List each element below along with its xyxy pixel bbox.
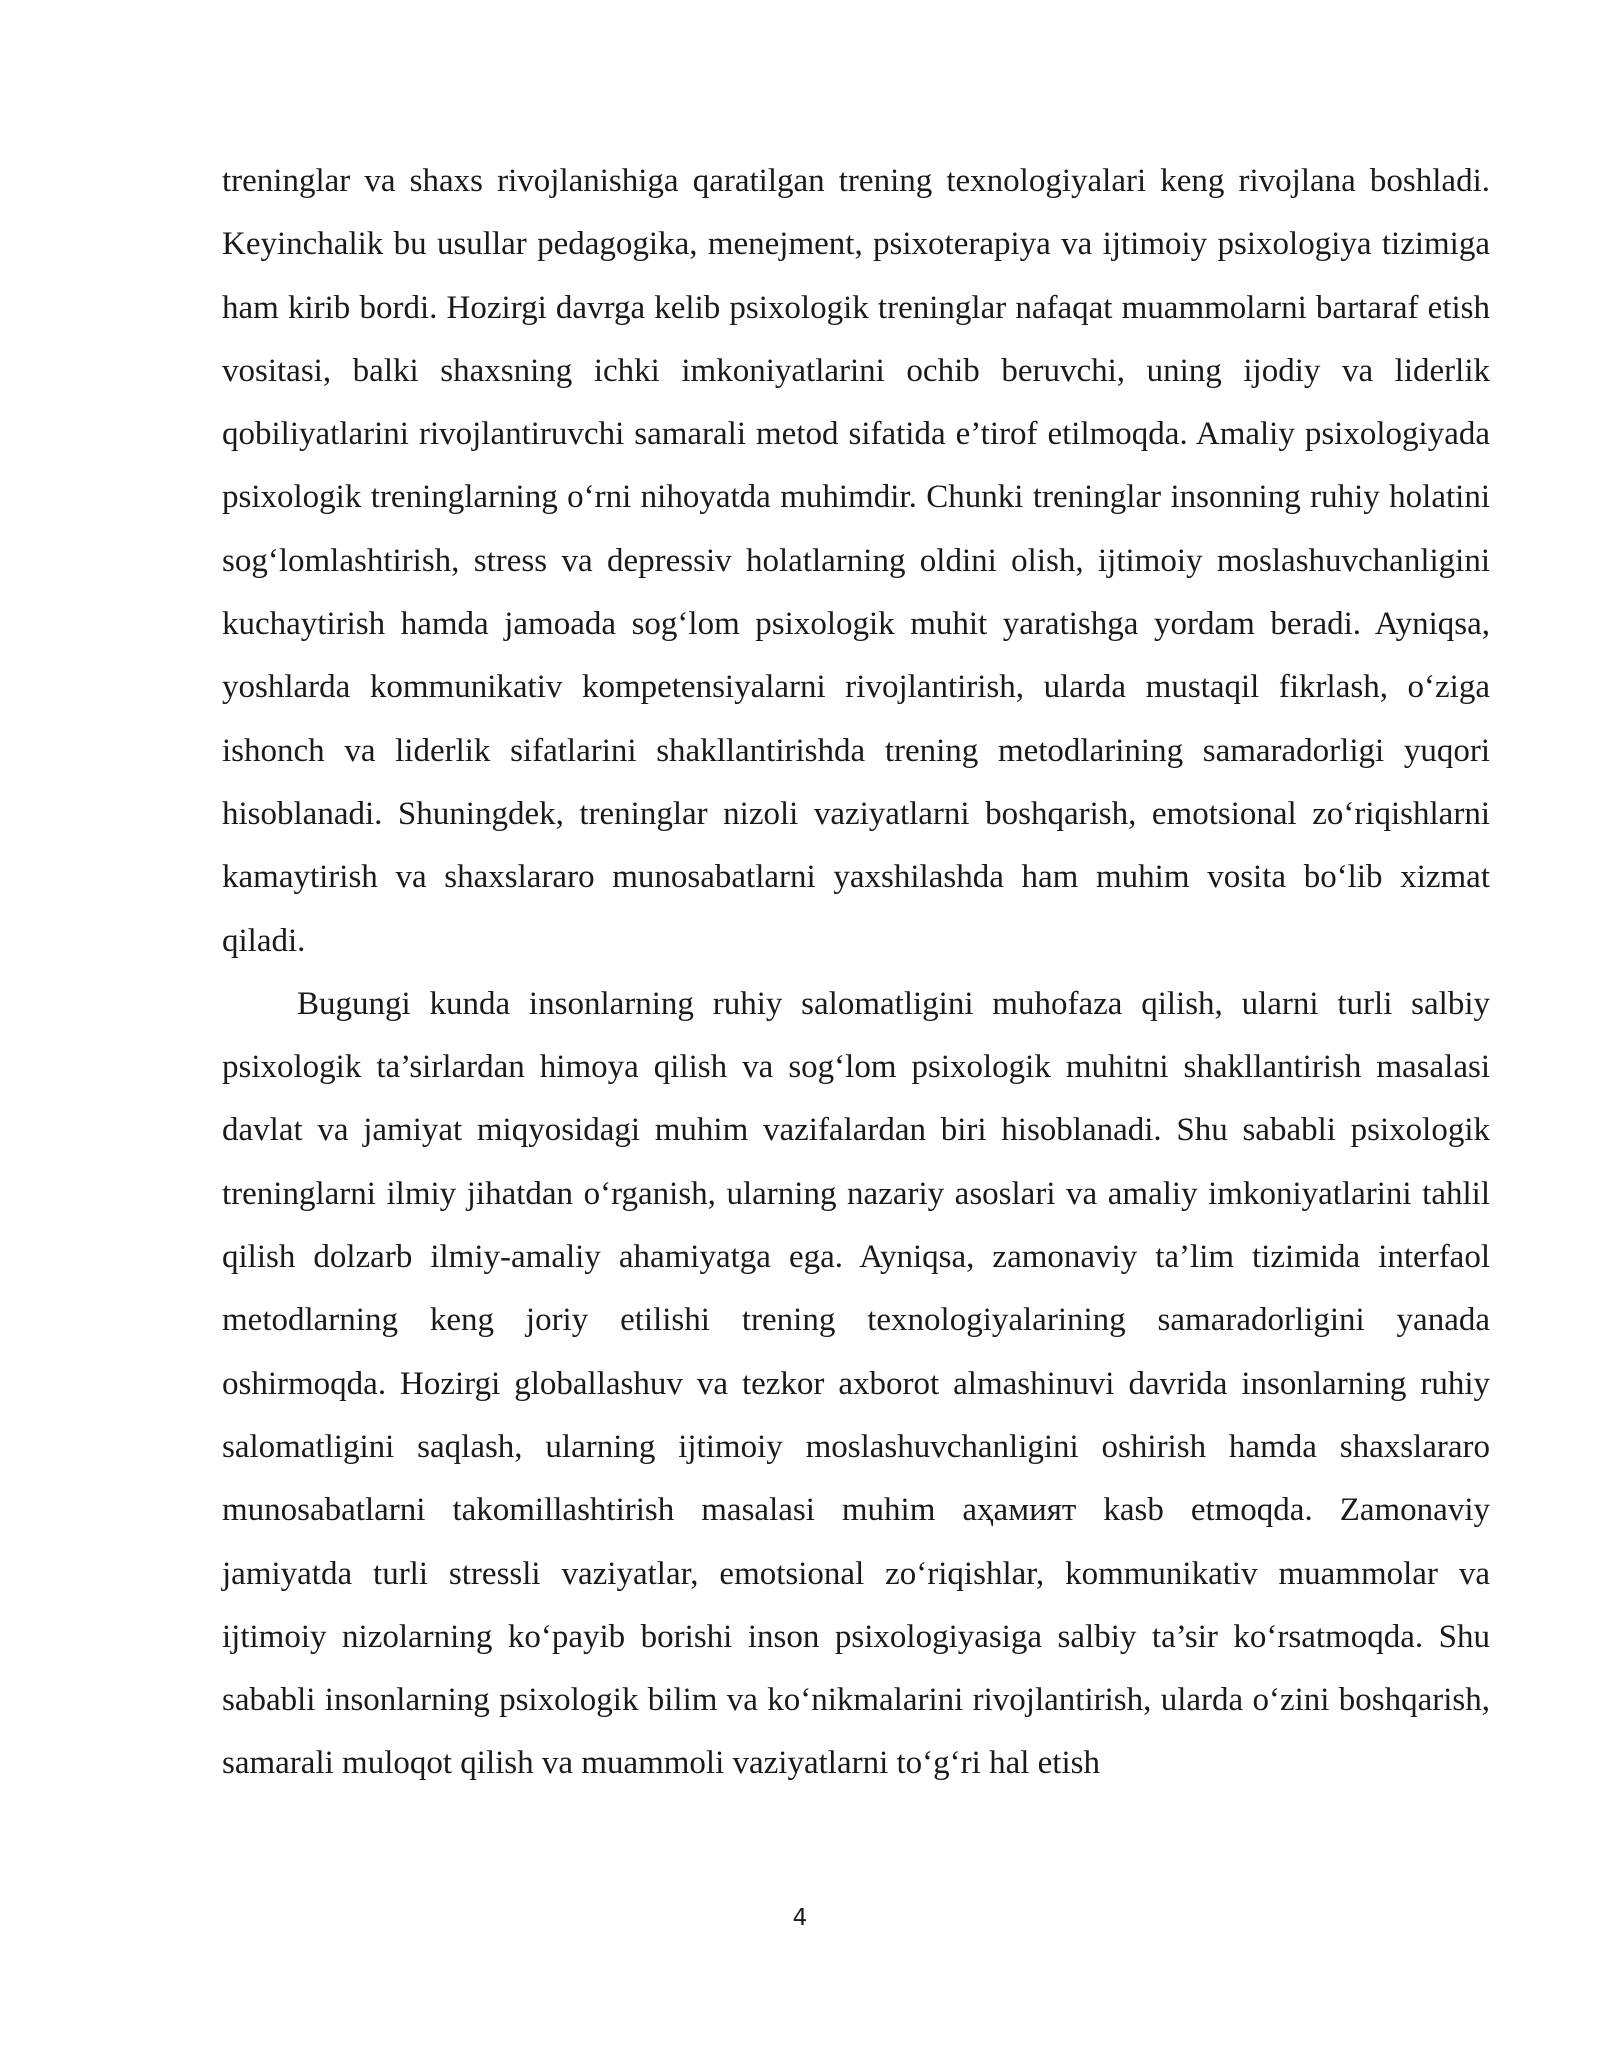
page-number: 4 (792, 1905, 808, 1931)
body-text (222, 150, 1490, 1796)
paragraph-1: treninglar va shaxs rivojlanishiga qaratilgan trening texnologiyalari keng rivojlana boshladi. Keyinchalik bu usullar pedagogika, menejment, psixoterapiya va ijtimoiy psixologiya tizimiga ham kirib bordi. Hozirgi davrga kelib psixologik treninglar nafaqat muammolarni bartaraf etish vositasi, balki shaxsning ichki imkoniyatlarini ochib beruvchi, uning ijodiy va liderlik qobiliyatlarini rivojlantiruvchi samarali metod sifatida e’tirof etilmoqda. Amaliy psixologiyada psixologik treninglarning o‘rni nihoyatda muhimdir. Chunki treninglar insonning ruhiy holatini sog‘lomlashtirish, stress va depressiv holatlarning oldini olish, ijtimoiy moslashuvchanligini kuchaytirish hamda jamoada sog‘lom psixologik muhit yaratishga yordam beradi. Ayniqsa, yoshlarda kommunikativ kompetensiyalarni rivojlantirish, ularda mustaqil fikrlash, o‘ziga ishonch va liderlik sifatlarini shakllantirishda trening metodlarining samaradorligi yuqori hisoblanadi. Shuningdek, treninglar nizoli vaziyatlarni boshqarish, emotsional zo‘riqishlarni kamaytirish va shaxslararo munosabatlarni yaxshilashda ham muhim vosita bo‘lib xizmat qiladi. (222, 163, 1490, 959)
paragraph-2: Bugungi kunda insonlarning ruhiy salomatligini muhofaza qilish, ularni turli salbiy psixologik ta’sirlardan himoya qilish va sog‘lom psixologik muhitni shakllantirish masalasi davlat va jamiyat miqyosidagi muhim vazifalardan biri hisoblanadi. Shu sababli psixologik treninglarni ilmiy jihatdan o‘rganish, ularning nazariy asoslari va amaliy imkoniyatlarini tahlil qilish dolzarb ilmiy-amaliy ahamiyatga ega. Ayniqsa, zamonaviy ta’lim tizimida interfaol metodlarning keng joriy etilishi trening texnologiyalarining samaradorligini yanada oshirmoqda. Hozirgi globallashuv va tezkor axborot almashinuvi davrida insonlarning ruhiy salomatligini saqlash, ularning ijtimoiy moslashuvchanligini oshirish hamda shaxslararo munosabatlarni takomillashtirish masalasi muhim аҳамият kasb etmoqda. Zamonaviy jamiyatda turli stressli vaziyatlar, emotsional zo‘riqishlar, kommunikativ muammolar va ijtimoiy nizolarning ko‘payib borishi inson psixologiyasiga salbiy ta’sir ko‘rsatmoqda. Shu sababli insonlarning psixologik bilim va ko‘nikmalarini rivojlantirish, ularda o‘zini boshqarish, samarali muloqot qilish va muammoli vaziyatlarni to‘g‘ri hal etish (222, 985, 1490, 1782)
